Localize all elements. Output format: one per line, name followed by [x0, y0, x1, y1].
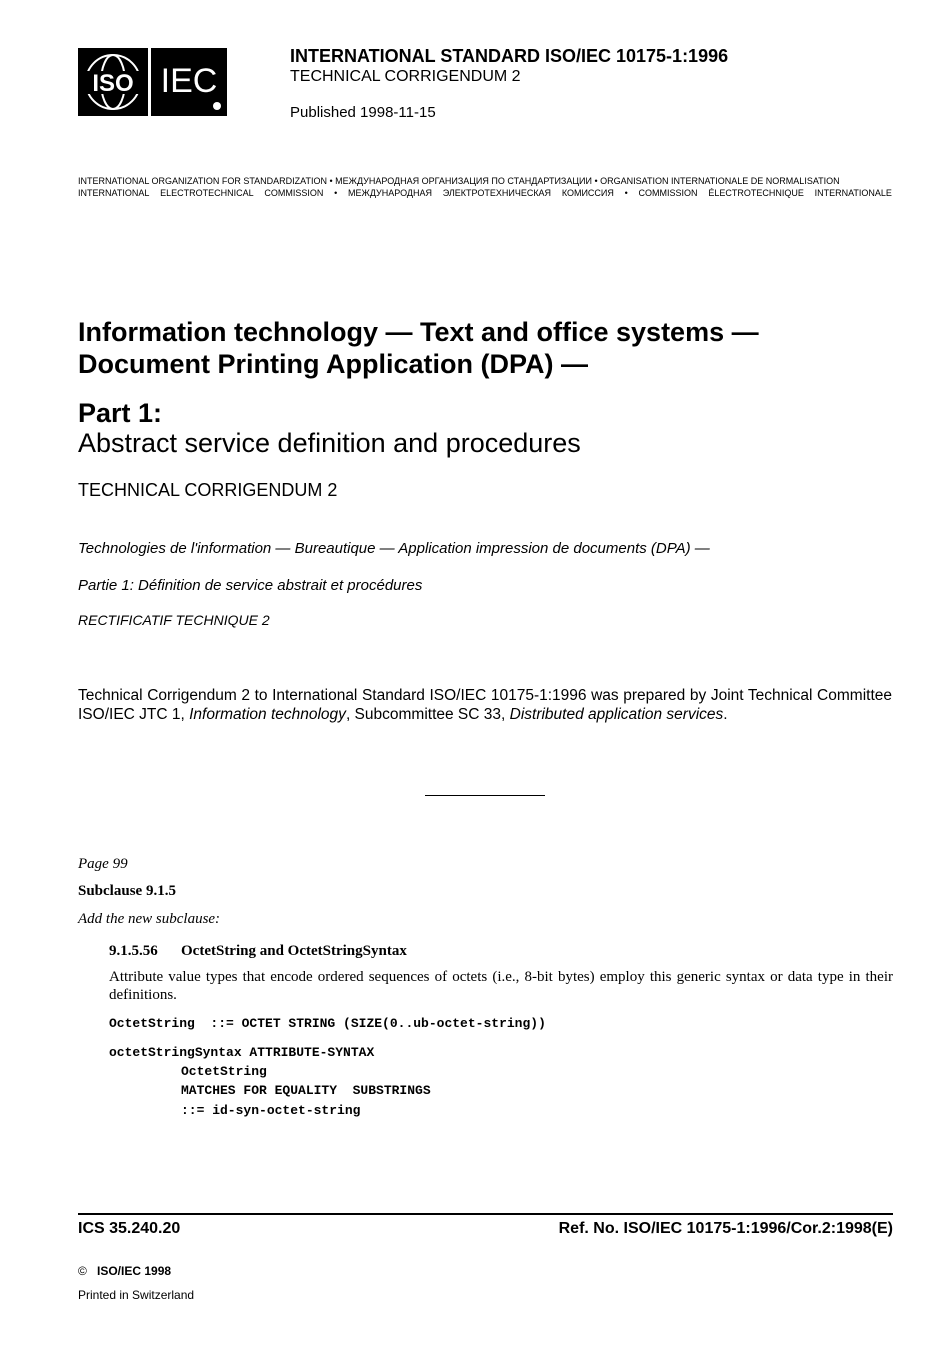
org-separator: • — [334, 188, 338, 198]
org-word: ЭЛЕКТРОТЕХНИЧЕСКАЯ — [442, 188, 552, 198]
document-title — [78, 316, 898, 380]
committee-name: Information technology — [189, 706, 346, 723]
ics-code: ICS 35.240.20 — [78, 1220, 181, 1237]
document-title-line-1: Information technology — Text and office systems — — [78, 317, 759, 347]
document-title-line-2: Document Printing Application (DPA) — — [78, 349, 588, 379]
french-corrigendum: RECTIFICATIF TECHNIQUE 2 — [78, 612, 270, 628]
copyright — [78, 1264, 171, 1278]
code-line: octetStringSyntax ATTRIBUTE-SYNTAX — [109, 1045, 375, 1060]
org-separator: • — [624, 188, 628, 198]
page-reference: Page 99 — [78, 856, 128, 872]
org-word: КОМИССИЯ — [561, 188, 614, 198]
intro-paragraph — [78, 686, 892, 724]
subclause-reference: Subclause 9.1.5 — [78, 883, 176, 899]
iec-logo-text: IEC — [160, 62, 218, 100]
section-divider — [425, 795, 545, 796]
new-subclause-heading — [109, 943, 407, 960]
code-line: MATCHES FOR EQUALITY SUBSTRINGS — [181, 1083, 431, 1098]
publication-date: Published 1998-11-15 — [290, 104, 436, 121]
iso-logo-text: ISO — [92, 70, 134, 97]
printed-location: Printed in Switzerland — [78, 1288, 195, 1302]
intro-text: , Subcommittee SC 33, — [345, 706, 510, 723]
code-line: OctetString — [181, 1064, 267, 1079]
part-title: Abstract service definition and procedures — [78, 428, 581, 458]
iso-logo — [78, 48, 148, 116]
subclause-title: OctetString and OctetStringSyntax — [181, 943, 407, 959]
standard-number: INTERNATIONAL STANDARD ISO/IEC 10175-1:1996 — [290, 46, 729, 66]
corrigendum-heading: TECHNICAL CORRIGENDUM 2 — [78, 480, 338, 500]
organizations-line-1 — [78, 176, 892, 186]
org-word: COMMISSION — [264, 188, 324, 198]
org-word: МЕЖДУНАРОДНАЯ — [348, 188, 432, 198]
org-word: INTERNATIONALE — [814, 188, 892, 198]
corrigendum-label: TECHNICAL CORRIGENDUM 2 — [290, 68, 521, 85]
intro-text: Technical Corrigendum 2 to International Standard ISO/IEC 10175-1:1996 was prepared by Joint Technical Committee ISO/IEC JTC 1, — [78, 687, 892, 723]
code-line: ::= id-syn-octet-string — [181, 1103, 361, 1118]
french-part-title: Partie 1: Définition de service abstrait et procédures — [78, 577, 423, 594]
org-word: ÉLECTROTECHNIQUE — [708, 188, 804, 198]
intro-text: . — [723, 706, 728, 723]
copyright-holder: ISO/IEC 1998 — [97, 1264, 172, 1278]
french-title: Technologies de l'information — Bureautique — Application impression de documents (DPA) — — [78, 540, 710, 557]
iso-globe-icon — [78, 48, 148, 116]
iec-mark-icon — [151, 48, 227, 116]
copyright-icon: © — [78, 1264, 87, 1278]
iec-logo — [151, 48, 227, 116]
reference-number: Ref. No. ISO/IEC 10175-1:1996/Cor.2:1998(E) — [558, 1220, 893, 1237]
edit-instruction: Add the new subclause: — [78, 911, 221, 927]
organizations-line-2 — [78, 188, 892, 198]
subcommittee-name: Distributed application services — [509, 706, 724, 723]
part-label: Part 1: — [78, 398, 163, 428]
subclause-number: 9.1.5.56 — [109, 943, 158, 959]
subclause-description: Attribute value types that encode ordered sequences of octets (i.e., 8-bit bytes) employ this generic syntax or data type in their definitions. — [109, 969, 893, 1003]
org-word: INTERNATIONAL — [78, 188, 150, 198]
footer-rule — [78, 1213, 893, 1215]
organizations-iso: INTERNATIONAL ORGANIZATION FOR STANDARDIZATION • МЕЖДУНАРОДНАЯ ОРГАНИЗАЦИЯ ПО СТАНДАРТИЗАЦИИ • ORGANISATION INTERNATIONALE DE NORMALISATION — [78, 176, 840, 186]
code-line: OctetString ::= OCTET STRING (SIZE(0..ub-octet-string)) — [109, 1016, 546, 1031]
org-word: ELECTROTECHNICAL — [160, 188, 254, 198]
org-word: COMMISSION — [638, 188, 698, 198]
